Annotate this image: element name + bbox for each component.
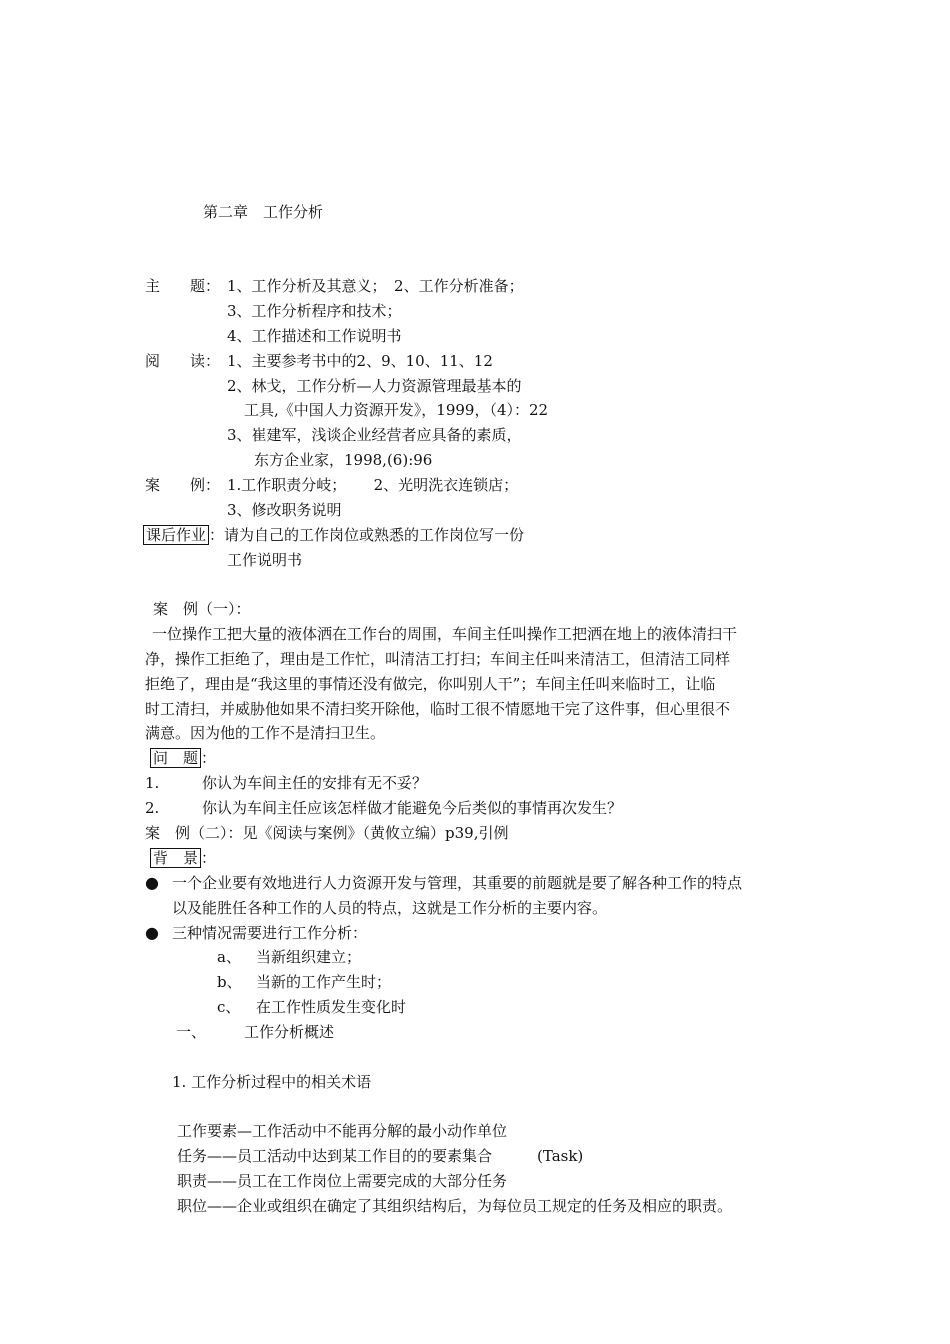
background-item-1-line-1: 一个企业要有效地进行人力资源开发与管理，其重要的前题就是要了解各种工作的特点 [172,874,743,892]
reading-line-1: 1、主要参考书中的2、9、10、11、12 [227,352,493,370]
background-item-2: 三种情况需要进行工作分析： [172,924,368,942]
background-heading [150,847,216,869]
homework-line [143,524,524,546]
term-line-4: 职位——企业或组织在确定了其组织结构后，为每位员工规定的任务及相应的职责。 [177,1197,733,1215]
background-colon: ： [201,849,217,867]
subitem-b-text: 当新的工作产生时； [256,973,392,991]
case1-para-1: 一位操作工把大量的液体洒在工作台的周围，车间主任叫操作工把洒在地上的液体清扫干 [152,625,738,643]
question-heading [150,747,216,769]
reading-line-2: 2、林戈，工作分析—人力资源管理最基本的 [227,377,522,395]
case1-para-4: 时工清扫，并威胁他如果不清扫奖开除他，临时工很不情愿地干完了这件事，但心里很不 [145,700,731,718]
homework-line-2: 工作说明书 [227,551,303,569]
subsection-1-title: 1. 工作分析过程中的相关术语 [172,1073,372,1091]
topics-label: 主 题： [145,277,221,295]
case1-heading: 案 例（一）： [153,600,251,618]
subitem-c-text: 在工作性质发生变化时 [256,998,407,1016]
reading-line-3: 工具,《中国人力资源开发》，1999，（4）：22 [244,401,549,419]
homework-text: ：请为自己的工作岗位或熟悉的工作岗位写一份 [209,526,525,544]
section-1-num: 一、 [176,1023,207,1041]
term-line-3: 职责——员工在工作岗位上需要完成的大部分任务 [177,1172,508,1190]
cases-line-2: 3、修改职务说明 [227,501,342,519]
term-line-2: 任务——员工活动中达到某工作目的的要素集合 (Task) [177,1147,584,1165]
topics-line-1: 1、工作分析及其意义； 2、工作分析准备； [227,277,524,295]
question-1-text: 你认为车间主任的安排有无不妥？ [202,774,428,792]
question-label: 问 题 [150,748,201,768]
question-colon: ： [201,749,217,767]
reading-line-5: 东方企业家，1998,(6):96 [254,451,433,469]
bullet-icon: ● [145,923,159,942]
subitem-b-mark: b、 [217,973,242,991]
subitem-c-mark: c、 [217,998,241,1016]
bullet-icon: ● [145,873,159,892]
subitem-a-mark: a、 [217,948,241,966]
question-1-num: 1. [145,774,160,792]
case2-line: 案 例（二）：见《阅读与案例》（黄攸立编）p39,引例 [145,824,509,842]
case1-para-5: 满意。因为他的工作不是清扫卫生。 [145,724,386,742]
question-2-text: 你认为车间主任应该怎样做才能避免今后类似的事情再次发生？ [202,799,623,817]
reading-label: 阅 读： [145,352,221,370]
case1-para-2: 净，操作工拒绝了，理由是工作忙，叫清洁工打扫；车间主任叫来清洁工，但清洁工同样 [145,650,731,668]
homework-label: 课后作业 [143,525,209,545]
background-item-1-line-2: 以及能胜任各种工作的人员的特点，这就是工作分析的主要内容。 [172,899,608,917]
topics-line-3: 4、工作描述和工作说明书 [227,327,402,345]
term-line-1: 工作要素—工作活动中不能再分解的最小动作单位 [177,1122,508,1140]
topics-line-2: 3、工作分析程序和技术； [227,302,402,320]
reading-line-4: 3、崔建军，浅谈企业经营者应具备的素质， [227,426,522,444]
cases-label: 案 例： [145,476,221,494]
cases-line-1: 1.工作职责分岐； 2、光明洗衣连锁店； [227,476,519,494]
background-label: 背 景 [150,848,201,868]
subitem-a-text: 当新组织建立； [256,948,362,966]
section-1-title: 工作分析概述 [244,1023,335,1041]
page-title: 第二章 工作分析 [203,203,324,221]
question-2-num: 2. [145,799,160,817]
case1-para-3: 拒绝了，理由是“我这里的事情还没有做完，你叫别人干”；车间主任叫来临时工，让临 [145,675,716,693]
